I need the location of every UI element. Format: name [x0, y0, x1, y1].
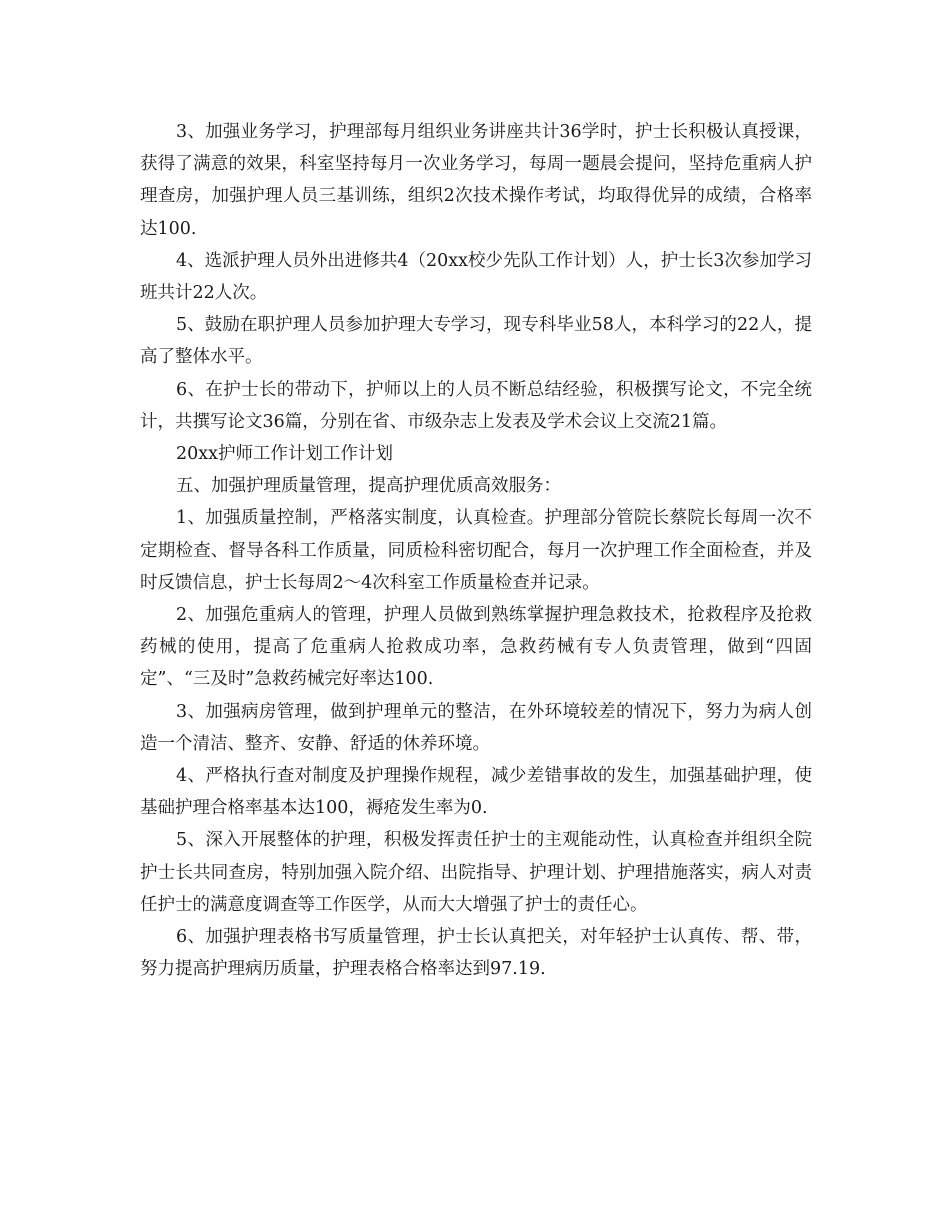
paragraph-2: 4、选派护理人员外出进修共4（20xx校少先队工作计划）人，护士长3次参加学习班共计22人次。: [140, 250, 812, 304]
paragraph-4: 6、在护士长的带动下，护师以上的人员不断总结经验，积极撰写论文，不完全统计，共撰写论文36篇，分别在省、市级杂志上发表及学术会议上交流21篇。: [140, 379, 812, 432]
paragraph-9: 3、加强病房管理，做到护理单元的整洁，在外环境较差的情况下，努力为病人创造一个清洁、整齐、安静、舒适的休养环境。: [140, 701, 812, 754]
paragraph-10: 4、严格执行查对制度及护理操作规程，减少差错事故的发生，加强基础护理，使基础护理合格率基本达100，褥疮发生率为0.: [140, 766, 812, 819]
paragraph-1: 3、加强业务学习，护理部每月组织业务讲座共计36学时，护士长积极认真授课，获得了满意的效果，科室坚持每月一次业务学习，每周一题晨会提问，坚持危重病人护理查房，加强护理人员三基训练，组织2次技术操作考试，均取得优异的成绩，合格率达100.: [140, 122, 812, 239]
paragraph-7: 1、加强质量控制，严格落实制度，认真检查。护理部分管院长蔡院长每周一次不定期检查、督导各科工作质量，同质检科密切配合，每月一次护理工作全面检查，并及时反馈信息，护士长每周2～4次科室工作质量检查并记录。: [140, 508, 812, 593]
paragraph-3: 5、鼓励在职护理人员参加护理大专学习，现专科毕业58人，本科学习的22人，提高了整体水平。: [140, 315, 812, 368]
paragraph-11: 5、深入开展整体的护理，积极发挥责任护士的主观能动性，认真检查并组织全院护士长共同查房，特别加强入院介绍、出院指导、护理计划、护理措施落实，病人对责任护士的满意度调查等工作医学，从而大大增强了护士的责任心。: [140, 830, 812, 915]
paragraph-8: 2、加强危重病人的管理，护理人员做到熟练掌握护理急救技术，抢救程序及抢救药械的使用，提高了危重病人抢救成功率，急救药械有专人负责管理，做到“四固定”、“三及时”急救药械完好率达100.: [140, 605, 812, 690]
paragraph-5: 20xx护师工作计划工作计划: [176, 444, 394, 465]
paragraph-12: 6、加强护理表格书写质量管理，护士长认真把关，对年轻护士认真传、帮、带，努力提高护理病历质量，护理表格合格率达到97.19.: [140, 927, 812, 980]
document-body: [140, 116, 812, 985]
paragraph-6: 五、加强护理质量管理，提高护理优质高效服务：: [176, 476, 561, 497]
